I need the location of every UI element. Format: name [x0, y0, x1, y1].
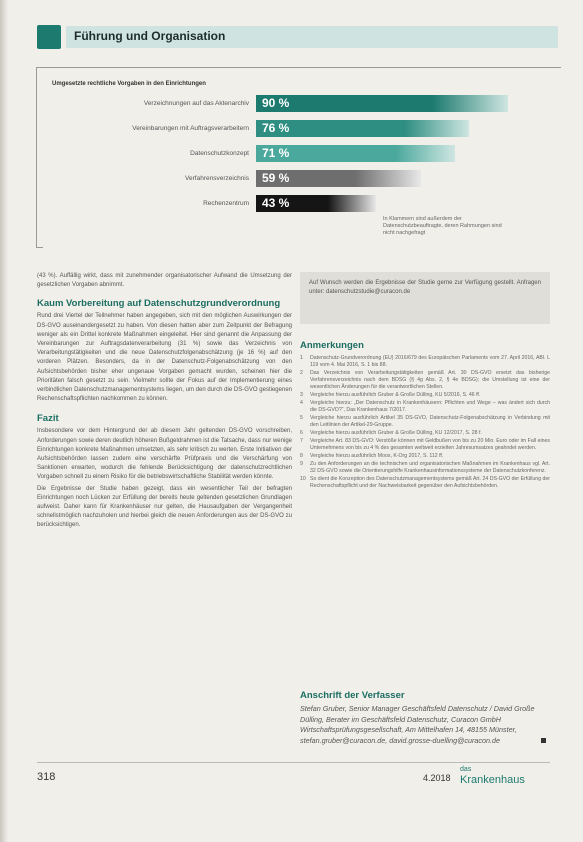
left-column	[37, 272, 292, 531]
heading-notes: Anmerkungen	[300, 340, 364, 351]
note-item: 10 So dient die Konzeption des Datenschutzmanagementsystems gemäß Art. 24 DS-GVO der Erfüllung der Rechenschaftspflicht und der Nachweisbarkeit gegenüber den Aufsichtsbehörden.	[300, 476, 550, 489]
logo-bottom: Krankenhaus	[460, 774, 525, 786]
authors-address: Stefan Gruber, Senior Manager Geschäftsfeld Datenschutz / David Große Dülling, Berater im Geschäftsfeld Datenschutz, Curacon GmbH Wirtschaftsprüfungsgesellschaft, Am Mittelhafen 14, 48155 Münster, stefan.gruber@curacon.de, david.grosse-duelling@curacon.de	[300, 704, 535, 745]
heading-preparation: Kaum Vorbereitung auf Datenschutzgrundverordnung	[37, 298, 281, 310]
paragraph-closing: Die Ergebnisse der Studie haben gezeigt, dass ein wesentlicher Teil der befragten Einrichtungen noch Lücken zur Erfüllung der bereits heute geltenden gesetzlichen Grundlagen aufweist. Daher kann für Krankenhäuser nur gelten, die Hausaufgaben der Vergangenheit schnellstmöglich nachzuholen und hierbei gleich die neuen Anforderungen aus der DS-GVO zu berücksichtigen.	[37, 485, 292, 529]
end-of-article-mark	[541, 738, 546, 743]
chart-title: Umgesetzte rechtliche Vorgaben in den Einrichtungen	[52, 81, 206, 87]
page-number: 318	[37, 771, 56, 783]
note-item: 1 Datenschutz-Grundverordnung (EU) 2016/679 des Europäischen Parlaments vom 27. April 2016, ABl. L 119 vom 4. Mai 2016, S. 1 bis 88.	[300, 355, 550, 368]
study-info-text: Auf Wunsch werden die Ergebnisse der Studie gerne zur Verfügung gestellt. Anfragen unter: datenschutzstudie@curacon.de	[309, 280, 541, 296]
issue-number: 4.2018	[423, 773, 451, 783]
heading-conclusion: Fazit	[37, 413, 59, 425]
bar-label: Vereinbarungen mit Auftragsverarbeitern	[132, 125, 249, 132]
paragraph-preparation: Rund drei Viertel der Teilnehmer haben angegeben, sich mit den möglichen Auswirkungen der DS-GVO auseinandergesetzt zu haben. Von diesen hatten aber zum Zeitpunkt der Befragung weniger als ein Drittel konkrete Maßnahmen eingeleitet. Hier sind genannt die Anpassung der Vereinbarungen zur Auftragsdatenverarbeitung (31 %) sowie das Verzeichnis von Verarbeitungstätigkeiten und die neue Datenschutzfolgenabschätzung (je 16 %) auf den vorderen Plätzen. Besonders, da in der Datenschutz-Folgenabschätzung von den Aufsichtsbehörden bisher eher ungenaue Vorgaben gemacht wurden, scheinen hier die Prioritäten falsch gesetzt zu sein. Vielmehr sollte der Fokus auf der Implementierung eines verbindlichen Datenschutzmanagementsystems liegen, um den durch die DS-GVO gestiegenen Rechenschaftspflichten nachkommen zu können.	[37, 313, 292, 403]
heading-authors: Anschrift der Verfasser	[300, 690, 405, 701]
note-item: 9 Zu den Anforderungen an die technischen und organisatorischen Maßnahmen im Krankenhaus vgl. Art. 32 DS-GVO sowie die Orientierungshilfe Krankenhausinformationssysteme der Datenschutzkonferenz.	[300, 461, 550, 474]
footer-divider	[37, 762, 550, 763]
bar-label: Verzeichnungen auf das Aktenarchiv	[143, 100, 249, 107]
note-item: 5 Vergleiche hierzu ausführlich Artikel 35 DS-GVO, Datenschutz-Folgenabschätzung in Verbindung mit den Leitlinien der Artikel-29-Gruppe.	[300, 415, 550, 428]
bar-value-label: 43 %	[262, 196, 290, 210]
note-item: 6 Vergleiche hierzu ausführlich Gruber & Große Dülling, KU 12/2017, S. 28 f.	[300, 430, 482, 436]
note-item: 3 Vergleiche hierzu ausführlich Gruber & Große Dülling, KU 5/2016, S. 46 ff.	[300, 392, 481, 398]
bar-value-label: 90 %	[262, 96, 290, 110]
bar	[256, 95, 508, 112]
authors-section	[300, 690, 550, 746]
section-title: Führung und Organisation	[74, 29, 226, 43]
bar-label: Verfahrensverzeichnis	[185, 175, 249, 182]
note-item: 8 Vergleiche hierzu ausführlich Moos, K-Org 2017, S. 112 ff.	[300, 453, 444, 459]
bar-label: Datenschutzkonzept	[190, 150, 249, 157]
bar-label: Rechenzentrum	[203, 200, 249, 207]
page-edge-shadow	[0, 0, 8, 842]
study-info-box	[300, 272, 550, 324]
note-item: 7 Vergleiche Art. 83 DS-GVO: Verstöße können mit Geldbußen von bis zu 20 Mio. Euro oder im Fall eines Unternehmens von bis zu 4 % des gesamten weltweit erzielten Jahresumsatzes geahndet werden.	[300, 438, 550, 451]
intro-paragraph: (43 %). Auffällig wirkt, dass mit zunehmender organisatorischer Aufwand die Umsetzung der gesetzlichen Vorgaben abnimmt.	[37, 273, 292, 289]
note-item: 4 Vergleiche hierzu: „Der Datenschutz in Krankenhäusern: Pflichten und Wege – was ändert sich durch die DS-GVO?“, Das Krankenhaus 7/2017.	[300, 400, 550, 413]
chart-note: In Klammern sind außerdem der Datenschutzbeauftragte, deren Rahmungen sind nicht nachgefragt	[383, 216, 502, 236]
bar-value-label: 71 %	[262, 146, 290, 160]
magazine-logo	[460, 765, 525, 785]
notes-list	[300, 355, 550, 490]
section-marker	[37, 25, 61, 49]
bar-value-label: 76 %	[262, 121, 290, 135]
logo-top: das	[460, 766, 472, 773]
bar-value-label: 59 %	[262, 171, 290, 185]
note-item: 2 Das Verzeichnis von Verarbeitungstätigkeiten gemäß Art. 30 DS-GVO ersetzt das bisherige Verfahrensverzeichnis nach dem BDSG (§ 4g Abs. 2, § 4e BDSG); die Umstellung ist eine der wesentlichen Änderungen für die verantwortlichen Stellen.	[300, 370, 550, 390]
notes-section	[300, 340, 550, 491]
paragraph-conclusion: Insbesondere vor dem Hintergrund der ab diesem Jahr geltenden DS-GVO vorschreiben, Anforderungen sowie deren deutlich höheren Bußgeldrahmen ist die Tatsache, dass nur wenige Einrichtungen konkrete Maßnahmen umsetzten, als sehr kritisch zu werten. Erste Initiativen der Aufsichtsbehörden lassen zudem eine verschärfte Prüfpraxis und die Verschärfung von Sanktionen erwarten, wodurch die fehlende Berücksichtigung der datenschutzrechtlichen Vorgaben schnell zu einem Risiko für die betriebswirtschaftliche Stabilität werden könnte.	[37, 428, 292, 481]
